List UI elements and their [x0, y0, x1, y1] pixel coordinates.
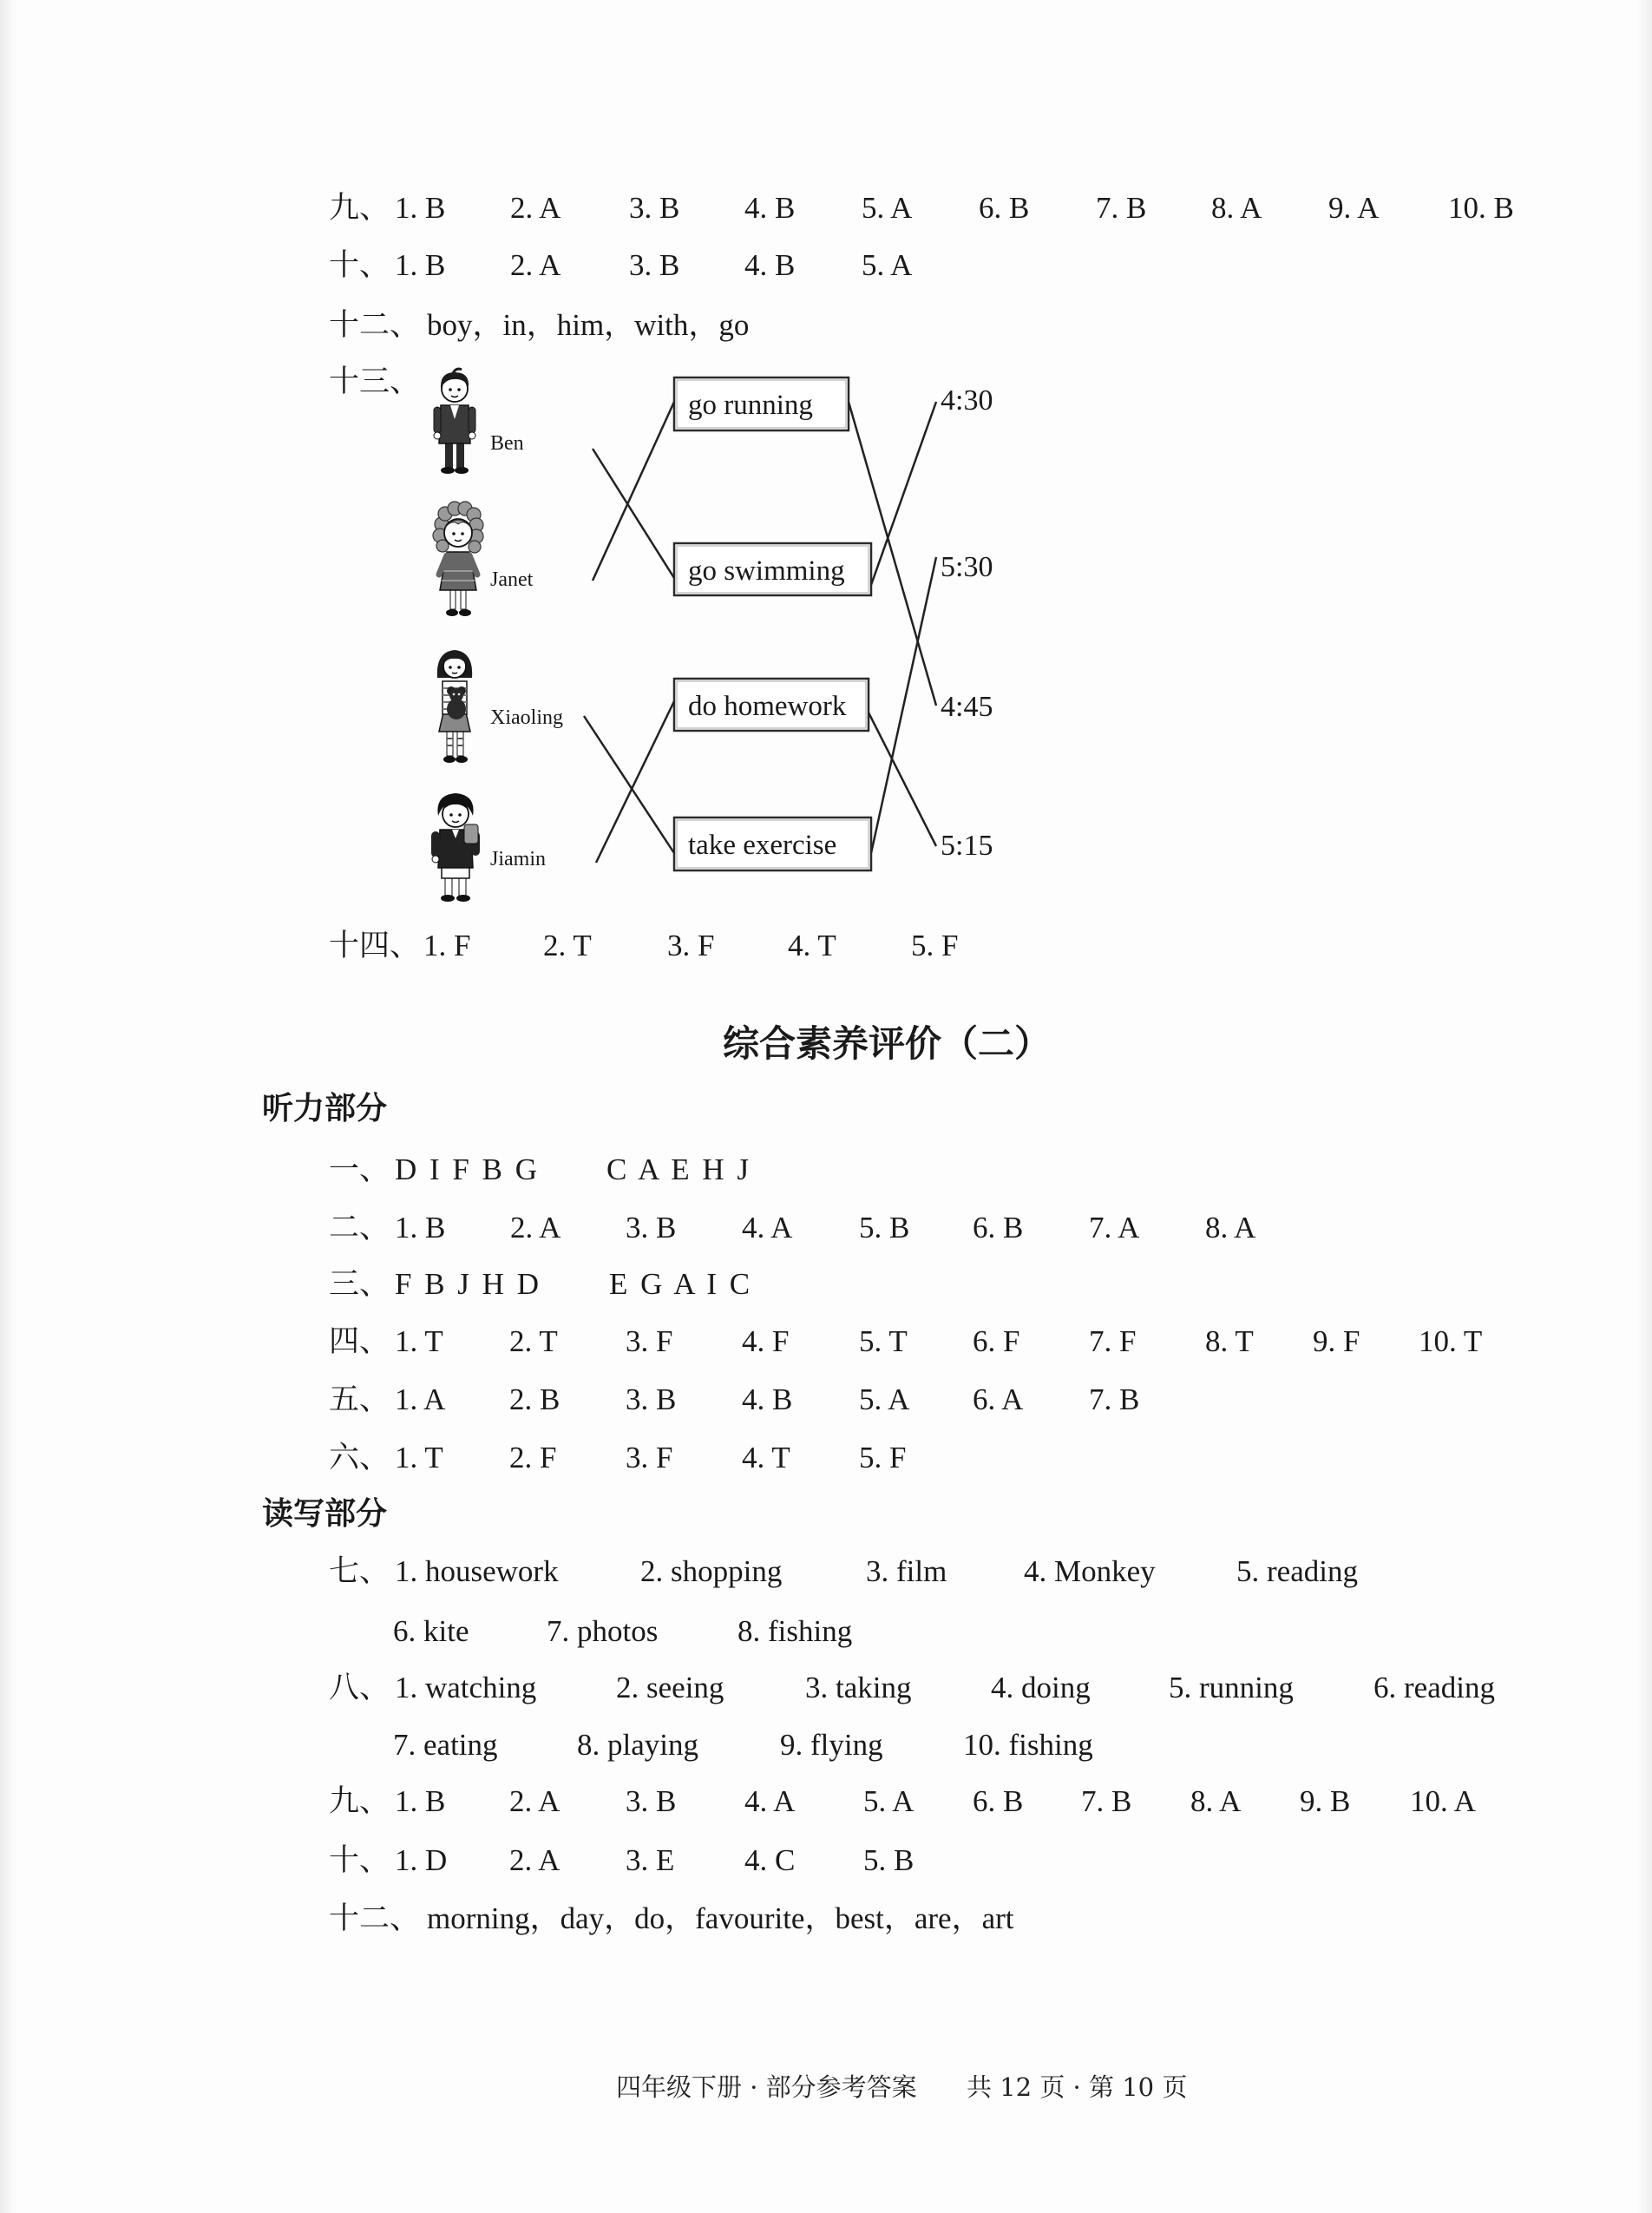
- rw-q12-row: [0, 1899, 1652, 1939]
- answer-text: morning，day，do，favourite，best，are，art: [427, 1901, 1014, 1935]
- answer-item: 4. B: [742, 1382, 793, 1416]
- part1-q9-row: [0, 188, 1652, 228]
- answer-item: 8. fishing: [738, 1614, 853, 1648]
- answer-item: 6. reading: [1373, 1671, 1495, 1704]
- answer-item: 7. eating: [393, 1728, 498, 1762]
- match-line-person-2-to-activity-3: [584, 716, 674, 853]
- answer-item: 6. B: [979, 191, 1030, 225]
- answer-item: 5. B: [859, 1211, 910, 1244]
- answer-item: 5. F: [859, 1441, 907, 1474]
- answer-item: 8. A: [1211, 191, 1262, 225]
- question-label: 一、: [329, 1152, 390, 1186]
- footer-page-info: 共 12 页 · 第 10 页: [967, 2072, 1188, 2102]
- answer-item: 4. T: [742, 1441, 790, 1474]
- answer-group: C A E H J: [606, 1152, 752, 1186]
- answer-item: 1. A: [395, 1382, 446, 1416]
- answer-item: 8. A: [1190, 1784, 1242, 1818]
- answer-item: 7. photos: [547, 1614, 659, 1648]
- answer-item: 2. T: [509, 1324, 558, 1358]
- answer-item: 3. F: [667, 929, 715, 962]
- match-line-person-1-to-activity-0: [593, 402, 674, 581]
- person-name-janet: Janet: [490, 568, 534, 591]
- answer-item: 10. A: [1410, 1784, 1476, 1818]
- match-line-person-3-to-activity-2: [596, 701, 674, 863]
- answer-item: 1. housework: [395, 1554, 559, 1588]
- answer-item: 2. shopping: [640, 1554, 783, 1588]
- question-label: 十、: [329, 1843, 390, 1877]
- answer-item: 5. A: [862, 191, 913, 225]
- answer-item: 3. B: [626, 1382, 677, 1416]
- match-line-activity-2-to-time-3: [869, 712, 936, 846]
- answer-item: 7. F: [1089, 1324, 1137, 1358]
- answer-item: 6. B: [973, 1784, 1024, 1818]
- answer-item: 9. A: [1328, 191, 1380, 225]
- listening-q2-row: [0, 1208, 1652, 1248]
- answer-item: 9. flying: [780, 1728, 883, 1762]
- ben-figure: [434, 369, 475, 474]
- match-line-person-0-to-activity-1: [593, 449, 674, 578]
- question-label: 十三、: [329, 364, 421, 398]
- listening-q5-row: [0, 1380, 1652, 1420]
- xiaoling-figure: [437, 650, 472, 763]
- answer-item: 3. F: [626, 1324, 673, 1358]
- answer-item: 5. B: [863, 1843, 914, 1877]
- answer-item: 7. B: [1081, 1784, 1132, 1818]
- listening-q4-row: [0, 1322, 1652, 1362]
- answer-item: 4. F: [742, 1324, 790, 1358]
- activity-label: do homework: [688, 691, 847, 722]
- question-label: 四、: [329, 1324, 390, 1358]
- answer-item: 9. F: [1313, 1324, 1360, 1358]
- person-name-xiaoling: Xiaoling: [490, 706, 563, 729]
- question-label: 二、: [329, 1211, 390, 1244]
- part1-q12-row: [0, 305, 1652, 345]
- answer-item: 1. B: [395, 1784, 446, 1818]
- answer-item: 4. doing: [991, 1671, 1091, 1704]
- answer-item: 7. B: [1089, 1382, 1140, 1416]
- answer-item: 5. running: [1169, 1671, 1294, 1704]
- answer-item: 10. fishing: [963, 1728, 1093, 1762]
- answer-group: E G A I C: [609, 1267, 753, 1301]
- answer-item: 5. A: [862, 248, 913, 282]
- answer-item: 4. A: [744, 1784, 796, 1818]
- matching-diagram: [408, 356, 1032, 920]
- answer-item: 2. seeing: [616, 1671, 724, 1704]
- answer-item: 4. T: [788, 929, 836, 962]
- rw-q7-row-continued: [0, 1612, 1652, 1652]
- question-label: 十二、: [329, 1901, 421, 1935]
- answer-item: 1. B: [395, 248, 446, 282]
- answer-item: 6. A: [973, 1382, 1024, 1416]
- listening-q1-row: [0, 1150, 1652, 1190]
- listening-q3-row: [0, 1264, 1652, 1304]
- question-label: 五、: [329, 1382, 390, 1416]
- answer-item: 1. B: [395, 1211, 446, 1244]
- answer-item: 1. T: [395, 1441, 443, 1474]
- match-line-activity-1-to-time-0: [871, 402, 936, 585]
- activity-label: go swimming: [688, 555, 845, 587]
- time-label: 5:30: [941, 551, 993, 583]
- answer-item: 4. B: [744, 191, 796, 225]
- section-title: 综合素养评价（二）: [722, 1022, 1051, 1065]
- answer-item: 5. T: [859, 1324, 908, 1358]
- rw-q8-row: [0, 1668, 1652, 1708]
- time-label: 4:30: [941, 384, 993, 417]
- answer-item: 8. T: [1205, 1324, 1254, 1358]
- rw-q7-row: [0, 1552, 1652, 1592]
- match-lines: [584, 402, 936, 863]
- answer-item: 5. A: [863, 1784, 914, 1818]
- answer-item: 1. D: [395, 1843, 448, 1877]
- answer-item: 3. B: [626, 1784, 677, 1818]
- answer-item: 3. B: [629, 248, 680, 282]
- answer-item: 6. kite: [393, 1614, 469, 1648]
- answer-item: 1. watching: [395, 1671, 537, 1704]
- answer-item: 5. F: [911, 929, 959, 962]
- answer-item: 3. film: [866, 1554, 947, 1588]
- question-label: 十二、: [329, 308, 421, 342]
- answer-item: 5. reading: [1236, 1554, 1358, 1588]
- answer-item: 1. B: [395, 191, 446, 225]
- answer-group: F B J H D: [395, 1267, 541, 1301]
- answer-item: 4. C: [744, 1843, 796, 1877]
- activity-label: go running: [688, 390, 813, 421]
- answer-item: 6. F: [973, 1324, 1020, 1358]
- reading-writing-heading: 读写部分: [262, 1496, 388, 1532]
- answer-item: 7. A: [1089, 1211, 1140, 1244]
- activity-label: take exercise: [688, 830, 837, 861]
- answer-item: 2. A: [510, 1211, 561, 1244]
- answer-text: boy，in，him，with，go: [427, 308, 750, 342]
- question-label: 三、: [329, 1267, 390, 1301]
- question-label: 十四、: [329, 929, 421, 962]
- match-line-activity-3-to-time-1: [871, 557, 936, 853]
- answer-item: 2. A: [509, 1784, 560, 1818]
- answer-item: 8. playing: [577, 1728, 698, 1762]
- answer-item: 3. B: [626, 1211, 677, 1244]
- jiamin-figure: [431, 793, 480, 902]
- question-label: 六、: [329, 1441, 390, 1474]
- footer-book-title: 四年级下册 · 部分参考答案: [616, 2072, 917, 2102]
- answer-item: 3. taking: [805, 1671, 912, 1704]
- person-name-jiamin: Jiamin: [490, 848, 546, 870]
- question-label: 八、: [329, 1671, 390, 1704]
- rw-q10-row: [0, 1841, 1652, 1881]
- answer-item: 2. A: [510, 248, 561, 282]
- question-label: 十、: [329, 248, 390, 282]
- answer-item: 9. B: [1300, 1784, 1351, 1818]
- answer-item: 8. A: [1205, 1211, 1256, 1244]
- answer-item: 10. B: [1448, 191, 1514, 225]
- answer-item: 7. B: [1096, 191, 1147, 225]
- answer-item: 10. T: [1419, 1324, 1483, 1358]
- person-name-ben: Ben: [490, 432, 524, 455]
- answer-item: 3. F: [626, 1441, 673, 1474]
- answer-item: 6. B: [973, 1211, 1024, 1244]
- answer-item: 5. A: [859, 1382, 910, 1416]
- answer-item: 4. B: [744, 248, 796, 282]
- question-label: 七、: [329, 1554, 390, 1588]
- time-label: 5:15: [941, 830, 993, 862]
- question-label: 九、: [329, 191, 390, 225]
- time-label: 4:45: [941, 691, 993, 723]
- answer-group: D I F B G: [395, 1152, 541, 1186]
- answer-item: 2. A: [509, 1843, 560, 1877]
- answer-item: 4. A: [742, 1211, 793, 1244]
- answer-item: 3. B: [629, 191, 680, 225]
- answer-item: 2. A: [510, 191, 561, 225]
- janet-figure: [433, 502, 483, 616]
- rw-q8-row-continued: [0, 1725, 1652, 1765]
- question-label: 九、: [329, 1784, 390, 1818]
- rw-q9-row: [0, 1782, 1652, 1822]
- answer-item: 2. B: [509, 1382, 560, 1416]
- answer-item: 4. Monkey: [1024, 1554, 1156, 1588]
- answer-item: 2. T: [543, 929, 592, 962]
- part1-q10-row: [0, 246, 1652, 286]
- part1-q14-row: [0, 926, 1652, 966]
- answer-item: 1. F: [423, 929, 471, 962]
- listening-q6-row: [0, 1438, 1652, 1478]
- answer-item: 3. E: [626, 1843, 675, 1877]
- answer-item: 2. F: [509, 1441, 557, 1474]
- listening-heading: 听力部分: [262, 1091, 388, 1126]
- answer-item: 1. T: [395, 1324, 443, 1358]
